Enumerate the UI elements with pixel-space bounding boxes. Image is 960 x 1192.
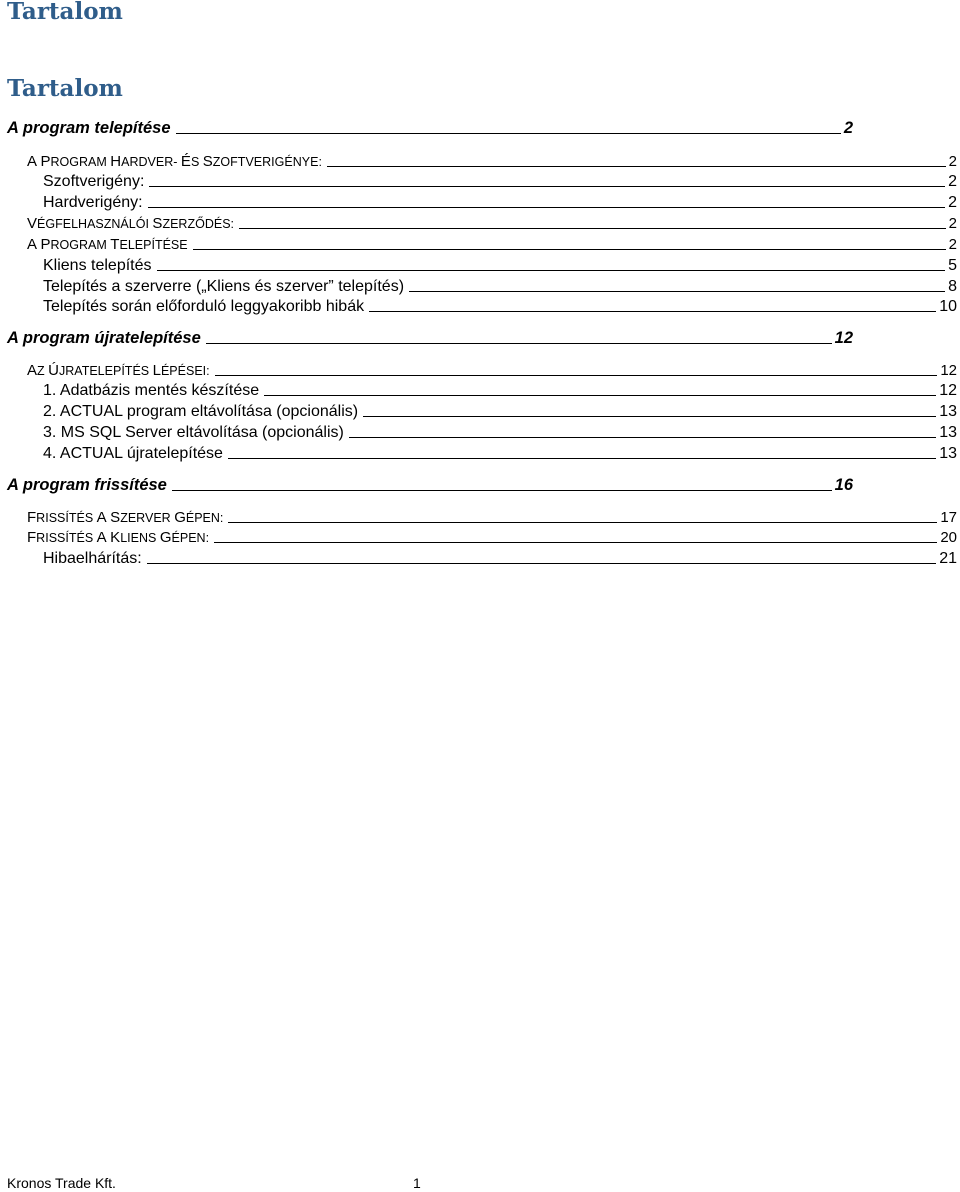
toc-entry-page: 12 bbox=[939, 382, 957, 399]
toc-leader-line bbox=[363, 416, 936, 417]
toc-leader-line bbox=[193, 249, 946, 250]
toc-entry-page: 8 bbox=[948, 278, 957, 295]
toc-entry[interactable] bbox=[43, 256, 957, 276]
toc-entry-label: AZ ÚJRATELEPÍTÉS LÉPÉSEI: bbox=[27, 362, 210, 379]
toc-leader-line bbox=[327, 166, 946, 167]
toc-entry[interactable] bbox=[27, 214, 957, 234]
toc-entry[interactable] bbox=[27, 508, 957, 528]
toc-entry-page: 16 bbox=[834, 476, 853, 494]
toc-leader-line bbox=[228, 522, 937, 523]
toc-leader-line bbox=[409, 291, 945, 292]
toc-entry-label: A program újratelepítése bbox=[7, 329, 201, 347]
footer-page-number: 1 bbox=[413, 1175, 421, 1191]
toc-entry-page: 5 bbox=[948, 257, 957, 274]
toc-entry-label: 1. Adatbázis mentés készítése bbox=[43, 382, 260, 399]
toc-leader-line bbox=[172, 490, 832, 491]
toc-leader-line bbox=[215, 375, 938, 376]
toc-entry[interactable] bbox=[43, 444, 957, 464]
toc-entry-page: 10 bbox=[939, 298, 957, 315]
toc-entry[interactable] bbox=[43, 193, 957, 213]
toc-entry-page: 12 bbox=[834, 329, 853, 347]
toc-entry-label: A program telepítése bbox=[7, 119, 171, 137]
toc-entry-label: Kliens telepítés bbox=[43, 257, 152, 274]
toc-entry[interactable] bbox=[7, 328, 853, 348]
toc-leader-line bbox=[206, 343, 832, 344]
toc-leader-line bbox=[149, 186, 945, 187]
toc-leader-line bbox=[214, 542, 937, 543]
toc-entry-page: 2 bbox=[843, 119, 853, 137]
toc-entry-label: Hibaelhárítás: bbox=[43, 550, 142, 567]
toc-entry-label: FRISSÍTÉS A SZERVER GÉPEN: bbox=[27, 509, 224, 526]
toc-leader-line bbox=[148, 207, 945, 208]
toc-leader-line bbox=[176, 133, 841, 134]
toc-entry-page: 2 bbox=[948, 153, 957, 170]
toc-entry-page: 2 bbox=[948, 236, 957, 253]
toc-entry[interactable] bbox=[7, 118, 853, 138]
toc-entry-label: Telepítés során előforduló leggyakoribb hibák bbox=[43, 298, 365, 315]
toc-leader-line bbox=[349, 437, 936, 438]
toc-entry[interactable] bbox=[43, 549, 957, 569]
toc-entry-label: VÉGFELHASZNÁLÓI SZERZŐDÉS: bbox=[27, 215, 235, 232]
toc-title: Tartalom bbox=[7, 75, 123, 102]
toc-entry-label: 2. ACTUAL program eltávolítása (opcionális) bbox=[43, 403, 359, 420]
toc-entry[interactable] bbox=[43, 402, 957, 422]
toc-entry[interactable] bbox=[27, 235, 957, 255]
toc-entry-page: 12 bbox=[940, 362, 957, 379]
toc-entry-label: 3. MS SQL Server eltávolítása (opcionális) bbox=[43, 424, 344, 441]
toc-leader-line bbox=[228, 458, 936, 459]
toc-entry-label: 4. ACTUAL újratelepítése bbox=[43, 445, 223, 462]
toc-entry-page: 2 bbox=[948, 215, 957, 232]
toc-entry[interactable] bbox=[43, 277, 957, 297]
toc-entry[interactable] bbox=[7, 475, 853, 495]
toc-entry-page: 13 bbox=[939, 424, 957, 441]
toc-entry[interactable] bbox=[27, 528, 957, 548]
toc-entry-label: Hardverigény: bbox=[43, 194, 143, 211]
running-header-title: Tartalom bbox=[7, 0, 123, 25]
toc-entry-page: 13 bbox=[939, 445, 957, 462]
toc-entry-label: FRISSÍTÉS A KLIENS GÉPEN: bbox=[27, 529, 210, 546]
toc-leader-line bbox=[157, 270, 946, 271]
toc-entry[interactable] bbox=[27, 361, 957, 381]
toc-entry-label: A PROGRAM HARDVER- ÉS SZOFTVERIGÉNYE: bbox=[27, 153, 322, 170]
toc-entry[interactable] bbox=[27, 152, 957, 172]
toc-entry-label: Szoftverigény: bbox=[43, 173, 145, 190]
toc-entry-page: 17 bbox=[940, 509, 957, 526]
toc-entry-label: A PROGRAM TELEPÍTÉSE bbox=[27, 236, 188, 253]
toc-entry-page: 13 bbox=[939, 403, 957, 420]
toc-entry[interactable] bbox=[43, 423, 957, 443]
footer-company: Kronos Trade Kft. bbox=[7, 1175, 116, 1191]
toc-entry-page: 2 bbox=[948, 194, 957, 211]
toc-entry-page: 20 bbox=[940, 529, 957, 546]
toc-leader-line bbox=[239, 228, 946, 229]
toc-leader-line bbox=[369, 311, 936, 312]
toc-entry[interactable] bbox=[43, 297, 957, 317]
toc-entry-label: A program frissítése bbox=[7, 476, 167, 494]
toc-entry-label: Telepítés a szerverre („Kliens és szerver” telepítés) bbox=[43, 278, 405, 295]
toc-entry-page: 21 bbox=[939, 550, 957, 567]
toc-entry-page: 2 bbox=[948, 173, 957, 190]
toc-entry[interactable] bbox=[43, 381, 957, 401]
toc-entry[interactable] bbox=[43, 172, 957, 192]
toc-leader-line bbox=[264, 395, 936, 396]
toc-leader-line bbox=[147, 563, 936, 564]
